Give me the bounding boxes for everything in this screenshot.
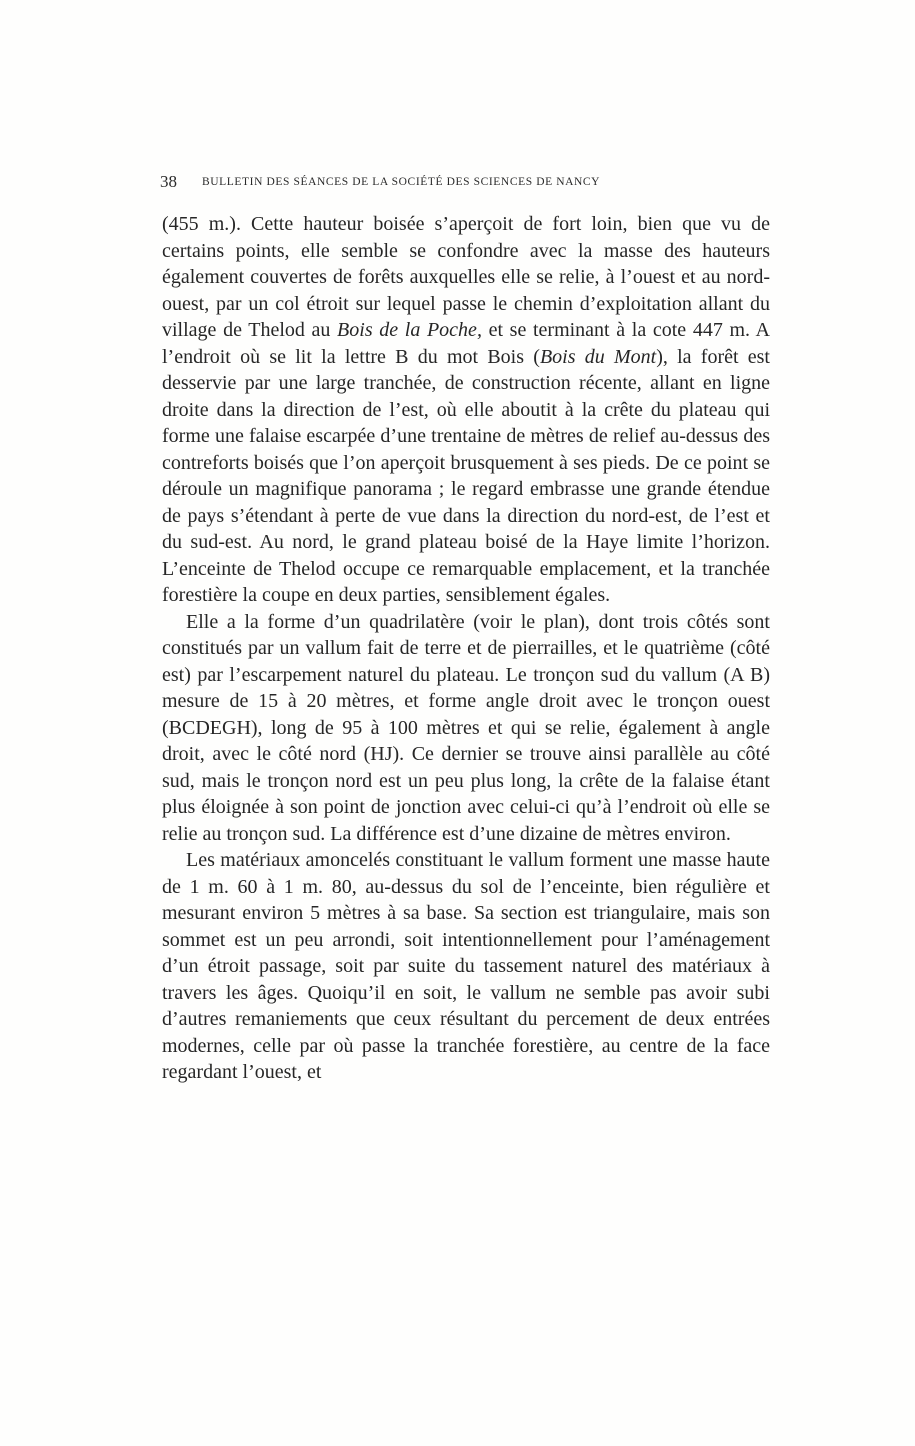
paragraph-3: Les matériaux amoncelés constituant le vallum forment une masse haute de 1 m. 60 à 1 m. 80, au-dessus du sol de l’enceinte, bien régulière et mesurant environ 5 mètres à sa base. Sa section est triangulaire, mais son sommet est un peu arrondi, soit intentionnellement pour l’aménagement d’un étroit passage, soit par suite du tassement naturel des matériaux à travers les âges. Quoiqu’il en soit, le vallum ne semble pas avoir subi d’autres remaniements que ceux résultant du percement de deux entrées modernes, celle par où passe la tranchée forestière, au centre de la face regardant l’ouest, et [162, 849, 770, 1083]
paragraph-1-part-1: (455 m.). Cette hauteur boisée s’aperçoit de fort loin, bien que vu de certains points, elle semble se confondre avec la masse des hauteurs également couvertes de forêts auxquelles elle se relie, à l’ouest et au nord-ouest, par un col étroit sur lequel passe le chemin d’exploitation allant du village de Thelod au [162, 213, 770, 341]
paragraph-1 [162, 211, 770, 609]
paragraph-1-part-3: ), la forêt est desservie par une large tranchée, de construction récente, allant en ligne droite dans la direction de l’est, où elle aboutit à la crête du plateau qui forme une falaise escarpée d’une trentaine de mètres de relief au-dessus des contreforts boisés que l’on aperçoit brusquement à ses pieds. De ce point se déroule un magnifique panorama ; le regard embrasse une grande étendue de pays s’étendant à perte de vue dans la direction du nord-est, de l’est et du sud-est. Au nord, le grand plateau boisé de la Haye limite l’horizon. L’enceinte de Thelod occupe ce remarquable emplacement, et la tranchée forestière la coupe en deux parties, sensiblement égales. [162, 345, 770, 606]
paragraph-2: Elle a la forme d’un quadrilatère (voir le plan), dont trois côtés sont constitués par un vallum fait de terre et de pierrailles, et le quatrième (côté est) par l’escarpement naturel du plateau. Le tronçon sud du vallum (A B) mesure de 15 à 20 mètres, et forme angle droit avec le tronçon ouest (BCDEGH), long de 95 à 100 mètres et qui se relie, également à angle droit, avec le côté nord (HJ). Ce dernier se trouve ainsi parallèle au côté sud, mais le tronçon nord est un peu plus long, la crête de la falaise étant plus éloignée à son point de jonction avec celui-ci qu’à l’endroit où elle se relie au tronçon sud. La différence est d’une dizaine de mètres environ. [162, 610, 770, 845]
paragraph-1-italic-bois-du-mont: Bois du Mont [539, 345, 657, 368]
paragraph-1-part-2: et se terminant à la cote 447 m. A l’endroit où se lit la lettre B du mot Bois ( [162, 319, 770, 368]
running-header [160, 172, 770, 192]
paragraph-1-italic-bois-de-la-poche: Bois de la Poche, [337, 319, 482, 341]
journal-title: BULLETIN DES SÉANCES DE LA SOCIÉTÉ DES SCIENCES DE NANCY [202, 176, 601, 188]
page-number: 38 [160, 172, 177, 191]
body-text [162, 211, 770, 1086]
